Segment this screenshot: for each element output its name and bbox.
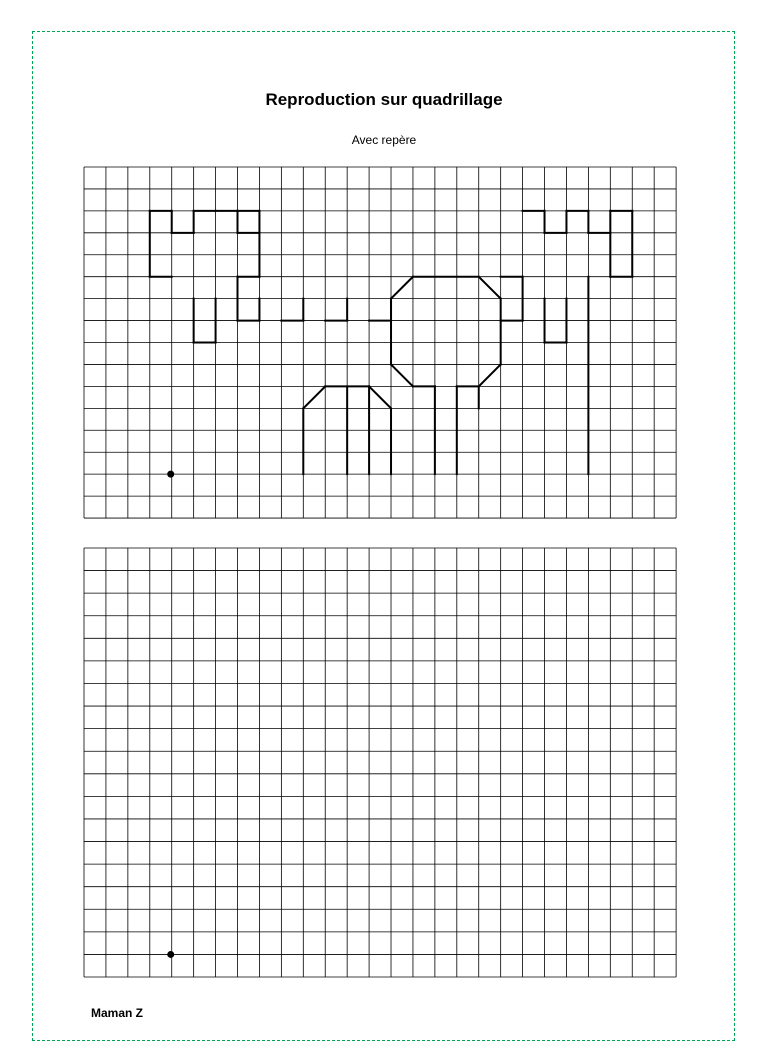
blank-origin-point xyxy=(167,951,174,958)
figure-segment xyxy=(391,364,413,386)
page-subtitle: Avec repère xyxy=(351,133,417,147)
figure-segment xyxy=(369,386,391,408)
figure-segment xyxy=(391,277,413,299)
page-title: Reproduction sur quadrillage xyxy=(265,90,503,109)
author-signature: Maman Z xyxy=(91,1006,144,1020)
model-grid xyxy=(84,167,676,518)
figure-segment xyxy=(479,277,501,299)
model-origin-point xyxy=(167,471,174,478)
blank-grid xyxy=(84,548,676,977)
figure-segment xyxy=(479,364,501,386)
figure-segment xyxy=(303,386,325,408)
